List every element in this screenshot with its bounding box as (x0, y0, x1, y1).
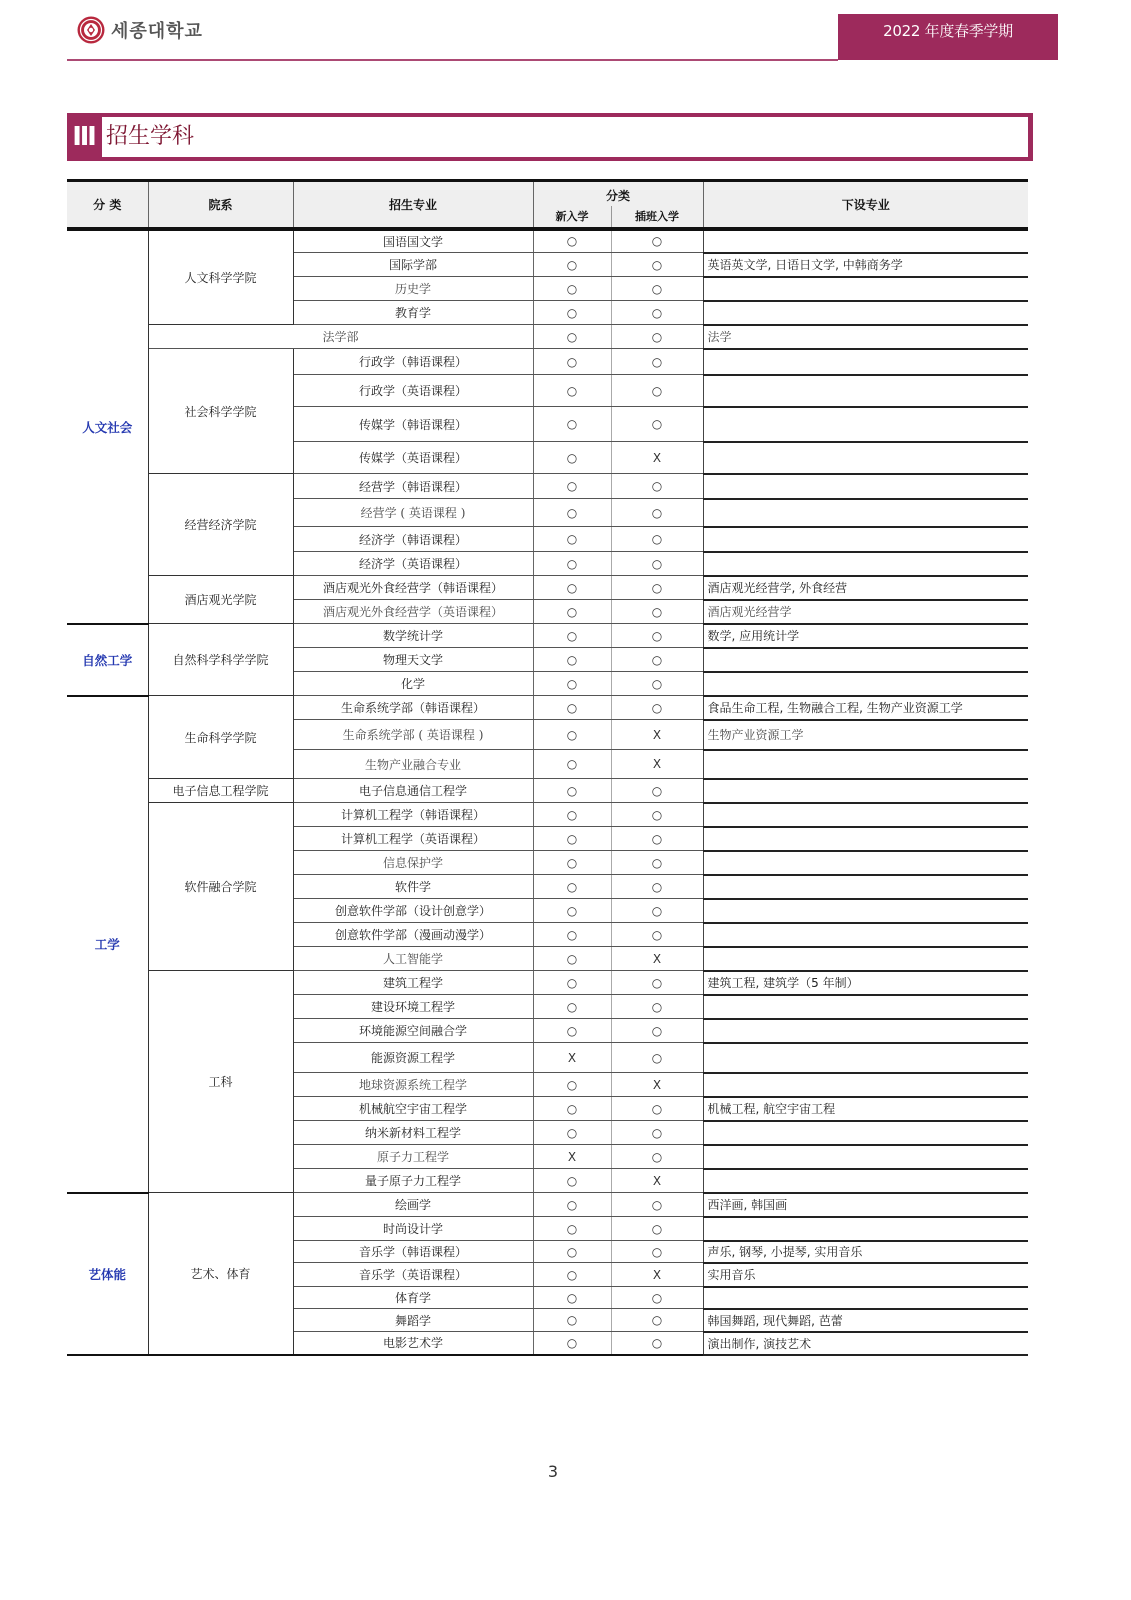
major-cell: 电影艺术学 (293, 1332, 533, 1355)
header-freshman: 新入学 (533, 206, 611, 229)
sub-majors-cell (703, 750, 1028, 779)
sub-majors-cell (703, 803, 1028, 827)
freshman-mark: ○ (533, 696, 611, 720)
category-cell: 艺体能 (67, 1193, 148, 1355)
sub-majors-cell (703, 442, 1028, 474)
sub-majors-cell (703, 851, 1028, 875)
university-seal-icon (77, 16, 105, 44)
freshman-mark: ○ (533, 803, 611, 827)
transfer-mark: ○ (611, 1217, 703, 1241)
sub-majors-cell: 数学, 应用统计学 (703, 624, 1028, 648)
transfer-mark: ○ (611, 696, 703, 720)
sub-majors-cell: 机械工程, 航空宇宙工程 (703, 1097, 1028, 1121)
major-cell: 传媒学（英语课程） (293, 442, 533, 474)
header-college: 院系 (148, 181, 293, 229)
major-cell: 教育学 (293, 301, 533, 325)
sub-majors-cell (703, 827, 1028, 851)
major-cell: 传媒学（韩语课程） (293, 407, 533, 442)
table-row (67, 779, 1028, 803)
freshman-mark: ○ (533, 600, 611, 624)
sub-majors-cell: 酒店观光经营学 (703, 600, 1028, 624)
transfer-mark: X (611, 720, 703, 750)
sub-majors-cell (703, 923, 1028, 947)
major-cell: 能源资源工程学 (293, 1043, 533, 1073)
sub-majors-cell (703, 375, 1028, 407)
sub-majors-cell (703, 672, 1028, 696)
college-cell: 人文科学学院 (148, 229, 293, 325)
transfer-mark: ○ (611, 277, 703, 301)
section-numeral: Ⅲ (72, 122, 97, 152)
page-number: 3 (547, 1462, 559, 1481)
transfer-mark: ○ (611, 779, 703, 803)
table-row (67, 349, 1028, 375)
sub-majors-cell (703, 1019, 1028, 1043)
transfer-mark: ○ (611, 672, 703, 696)
transfer-mark: X (611, 750, 703, 779)
admissions-table (67, 179, 1028, 1356)
header-category: 分 类 (67, 181, 148, 229)
college-cell: 生命科学学院 (148, 696, 293, 779)
sub-majors-cell (703, 1217, 1028, 1241)
college-cell: 经营经济学院 (148, 474, 293, 576)
transfer-mark: X (611, 1073, 703, 1097)
sub-majors-cell (703, 899, 1028, 923)
major-cell: 计算机工程学（韩语课程） (293, 803, 533, 827)
major-cell: 建筑工程学 (293, 971, 533, 995)
major-cell: 体育学 (293, 1287, 533, 1309)
freshman-mark: ○ (533, 851, 611, 875)
major-cell: 生命系统学部 ( 英语课程 ) (293, 720, 533, 750)
sub-majors-cell (703, 1145, 1028, 1169)
sub-majors-cell (703, 552, 1028, 576)
major-cell: 物理天文学 (293, 648, 533, 672)
college-cell: 工科 (148, 971, 293, 1193)
transfer-mark: ○ (611, 899, 703, 923)
header-major: 招生专业 (293, 181, 533, 229)
freshman-mark: ○ (533, 253, 611, 277)
transfer-mark: ○ (611, 1309, 703, 1332)
freshman-mark: ○ (533, 325, 611, 349)
transfer-mark: ○ (611, 499, 703, 527)
freshman-mark: ○ (533, 624, 611, 648)
table-body (67, 229, 1028, 1355)
freshman-mark: ○ (533, 349, 611, 375)
freshman-mark: ○ (533, 375, 611, 407)
transfer-mark: ○ (611, 923, 703, 947)
header-classification: 分类 (533, 181, 703, 206)
header-transfer: 插班入学 (611, 206, 703, 229)
section-title: 招生学科 (106, 124, 195, 149)
freshman-mark: ○ (533, 779, 611, 803)
freshman-mark: ○ (533, 1121, 611, 1145)
major-cell: 数学统计学 (293, 624, 533, 648)
sub-majors-cell (703, 277, 1028, 301)
sub-majors-cell: 法学 (703, 325, 1028, 349)
sub-majors-cell: 英语英文学, 日语日文学, 中韩商务学 (703, 253, 1028, 277)
sub-majors-cell (703, 499, 1028, 527)
transfer-mark: ○ (611, 827, 703, 851)
freshman-mark: ○ (533, 923, 611, 947)
sub-majors-cell (703, 648, 1028, 672)
major-cell: 环境能源空间融合学 (293, 1019, 533, 1043)
sub-majors-cell (703, 349, 1028, 375)
college-cell: 软件融合学院 (148, 803, 293, 971)
university-logo (77, 16, 203, 44)
sub-majors-cell (703, 474, 1028, 499)
college-cell: 电子信息工程学院 (148, 779, 293, 803)
freshman-mark: ○ (533, 229, 611, 253)
major-cell: 经济学（韩语课程） (293, 527, 533, 552)
freshman-mark: ○ (533, 301, 611, 325)
sub-majors-cell (703, 1121, 1028, 1145)
transfer-mark: ○ (611, 600, 703, 624)
sub-majors-cell: 建筑工程, 建筑学（5 年制） (703, 971, 1028, 995)
transfer-mark: ○ (611, 624, 703, 648)
sub-majors-cell (703, 779, 1028, 803)
sub-majors-cell (703, 875, 1028, 899)
table-header (67, 181, 1028, 229)
major-cell: 国语国文学 (293, 229, 533, 253)
freshman-mark: ○ (533, 499, 611, 527)
freshman-mark: ○ (533, 995, 611, 1019)
section-title-box (102, 117, 1028, 157)
major-cell: 法学部 (148, 325, 533, 349)
term-label: 2022 年度春季学期 (883, 22, 1013, 40)
sub-majors-cell: 酒店观光经营学, 外食经营 (703, 576, 1028, 600)
sub-majors-cell (703, 229, 1028, 253)
transfer-mark: ○ (611, 648, 703, 672)
freshman-mark: ○ (533, 672, 611, 696)
term-badge (838, 14, 1058, 60)
major-cell: 量子原子力工程学 (293, 1169, 533, 1193)
sub-majors-cell: 声乐, 钢琴, 小提琴, 实用音乐 (703, 1241, 1028, 1263)
sub-majors-cell (703, 947, 1028, 971)
freshman-mark: ○ (533, 1287, 611, 1309)
transfer-mark: ○ (611, 1043, 703, 1073)
major-cell: 行政学（英语课程） (293, 375, 533, 407)
transfer-mark: ○ (611, 1241, 703, 1263)
table-row (67, 229, 1028, 253)
major-cell: 信息保护学 (293, 851, 533, 875)
sub-majors-cell: 西洋画, 韩国画 (703, 1193, 1028, 1217)
transfer-mark: X (611, 1263, 703, 1287)
major-cell: 酒店观光外食经营学（英语课程） (293, 600, 533, 624)
sub-majors-cell (703, 1073, 1028, 1097)
freshman-mark: ○ (533, 552, 611, 576)
freshman-mark: ○ (533, 527, 611, 552)
sub-majors-cell (703, 1043, 1028, 1073)
freshman-mark: ○ (533, 947, 611, 971)
table-row (67, 1193, 1028, 1217)
sub-majors-cell (703, 527, 1028, 552)
transfer-mark: ○ (611, 971, 703, 995)
transfer-mark: ○ (611, 851, 703, 875)
transfer-mark: ○ (611, 301, 703, 325)
transfer-mark: ○ (611, 527, 703, 552)
sub-majors-cell (703, 407, 1028, 442)
transfer-mark: ○ (611, 229, 703, 253)
transfer-mark: ○ (611, 1121, 703, 1145)
major-cell: 国际学部 (293, 253, 533, 277)
transfer-mark: ○ (611, 1193, 703, 1217)
freshman-mark: ○ (533, 1241, 611, 1263)
major-cell: 电子信息通信工程学 (293, 779, 533, 803)
transfer-mark: X (611, 1169, 703, 1193)
freshman-mark: ○ (533, 648, 611, 672)
major-cell: 经营学 ( 英语课程 ) (293, 499, 533, 527)
major-cell: 行政学（韩语课程） (293, 349, 533, 375)
major-cell: 历史学 (293, 277, 533, 301)
college-cell: 自然科学科学学院 (148, 624, 293, 696)
major-cell: 绘画学 (293, 1193, 533, 1217)
major-cell: 酒店观光外食经营学（韩语课程） (293, 576, 533, 600)
header-sub-majors: 下设专业 (703, 181, 1028, 229)
freshman-mark: ○ (533, 1073, 611, 1097)
college-cell: 社会科学学院 (148, 349, 293, 474)
category-cell: 工学 (67, 696, 148, 1193)
freshman-mark: X (533, 1145, 611, 1169)
freshman-mark: ○ (533, 1263, 611, 1287)
major-cell: 机械航空宇宙工程学 (293, 1097, 533, 1121)
sub-majors-cell (703, 1287, 1028, 1309)
transfer-mark: ○ (611, 325, 703, 349)
major-cell: 舞蹈学 (293, 1309, 533, 1332)
university-name: 세종대학교 (111, 21, 203, 42)
transfer-mark: ○ (611, 253, 703, 277)
major-cell: 化学 (293, 672, 533, 696)
major-cell: 经营学（韩语课程） (293, 474, 533, 499)
table-row (67, 803, 1028, 827)
freshman-mark: ○ (533, 1097, 611, 1121)
major-cell: 地球资源系统工程学 (293, 1073, 533, 1097)
major-cell: 生物产业融合专业 (293, 750, 533, 779)
sub-majors-cell: 食品生命工程, 生物融合工程, 生物产业资源工学 (703, 696, 1028, 720)
major-cell: 经济学（英语课程） (293, 552, 533, 576)
transfer-mark: ○ (611, 375, 703, 407)
freshman-mark: ○ (533, 750, 611, 779)
transfer-mark: ○ (611, 474, 703, 499)
transfer-mark: ○ (611, 407, 703, 442)
table-row (67, 325, 1028, 349)
freshman-mark: ○ (533, 971, 611, 995)
transfer-mark: ○ (611, 803, 703, 827)
major-cell: 时尚设计学 (293, 1217, 533, 1241)
freshman-mark: ○ (533, 1169, 611, 1193)
major-cell: 生命系统学部（韩语课程） (293, 696, 533, 720)
header-row (67, 181, 1028, 206)
freshman-mark: ○ (533, 1332, 611, 1355)
sub-majors-cell: 实用音乐 (703, 1263, 1028, 1287)
major-cell: 纳米新材料工程学 (293, 1121, 533, 1145)
transfer-mark: ○ (611, 1332, 703, 1355)
transfer-mark: ○ (611, 1287, 703, 1309)
freshman-mark: ○ (533, 277, 611, 301)
sub-majors-cell: 韩国舞蹈, 现代舞蹈, 芭蕾 (703, 1309, 1028, 1332)
transfer-mark: X (611, 442, 703, 474)
freshman-mark: ○ (533, 474, 611, 499)
freshman-mark: ○ (533, 442, 611, 474)
transfer-mark: ○ (611, 349, 703, 375)
transfer-mark: ○ (611, 1019, 703, 1043)
freshman-mark: ○ (533, 827, 611, 851)
freshman-mark: ○ (533, 1193, 611, 1217)
freshman-mark: ○ (533, 720, 611, 750)
college-cell: 酒店观光学院 (148, 576, 293, 624)
table-row (67, 576, 1028, 600)
major-cell: 创意软件学部（设计创意学） (293, 899, 533, 923)
transfer-mark: ○ (611, 995, 703, 1019)
transfer-mark: X (611, 947, 703, 971)
major-cell: 音乐学（英语课程） (293, 1263, 533, 1287)
major-cell: 软件学 (293, 875, 533, 899)
sub-majors-cell (703, 1169, 1028, 1193)
major-cell: 人工智能学 (293, 947, 533, 971)
college-cell: 艺术、体育 (148, 1193, 293, 1355)
transfer-mark: ○ (611, 875, 703, 899)
sub-majors-cell: 演出制作, 演技艺术 (703, 1332, 1028, 1355)
sub-majors-cell (703, 995, 1028, 1019)
header-rule (67, 59, 838, 61)
section-heading (67, 113, 1033, 161)
table-row (67, 696, 1028, 720)
table-row (67, 474, 1028, 499)
transfer-mark: ○ (611, 552, 703, 576)
sub-majors-cell: 生物产业资源工学 (703, 720, 1028, 750)
freshman-mark: ○ (533, 407, 611, 442)
freshman-mark: ○ (533, 875, 611, 899)
transfer-mark: ○ (611, 576, 703, 600)
category-cell: 自然工学 (67, 624, 148, 696)
freshman-mark: ○ (533, 1217, 611, 1241)
transfer-mark: ○ (611, 1145, 703, 1169)
freshman-mark: ○ (533, 1309, 611, 1332)
freshman-mark: ○ (533, 1019, 611, 1043)
table-row (67, 971, 1028, 995)
freshman-mark: X (533, 1043, 611, 1073)
major-cell: 建设环境工程学 (293, 995, 533, 1019)
major-cell: 音乐学（韩语课程） (293, 1241, 533, 1263)
category-cell: 人文社会 (67, 229, 148, 624)
major-cell: 计算机工程学（英语课程） (293, 827, 533, 851)
transfer-mark: ○ (611, 1097, 703, 1121)
table-row (67, 624, 1028, 648)
sub-majors-cell (703, 301, 1028, 325)
major-cell: 创意软件学部（漫画动漫学） (293, 923, 533, 947)
freshman-mark: ○ (533, 576, 611, 600)
major-cell: 原子力工程学 (293, 1145, 533, 1169)
freshman-mark: ○ (533, 899, 611, 923)
